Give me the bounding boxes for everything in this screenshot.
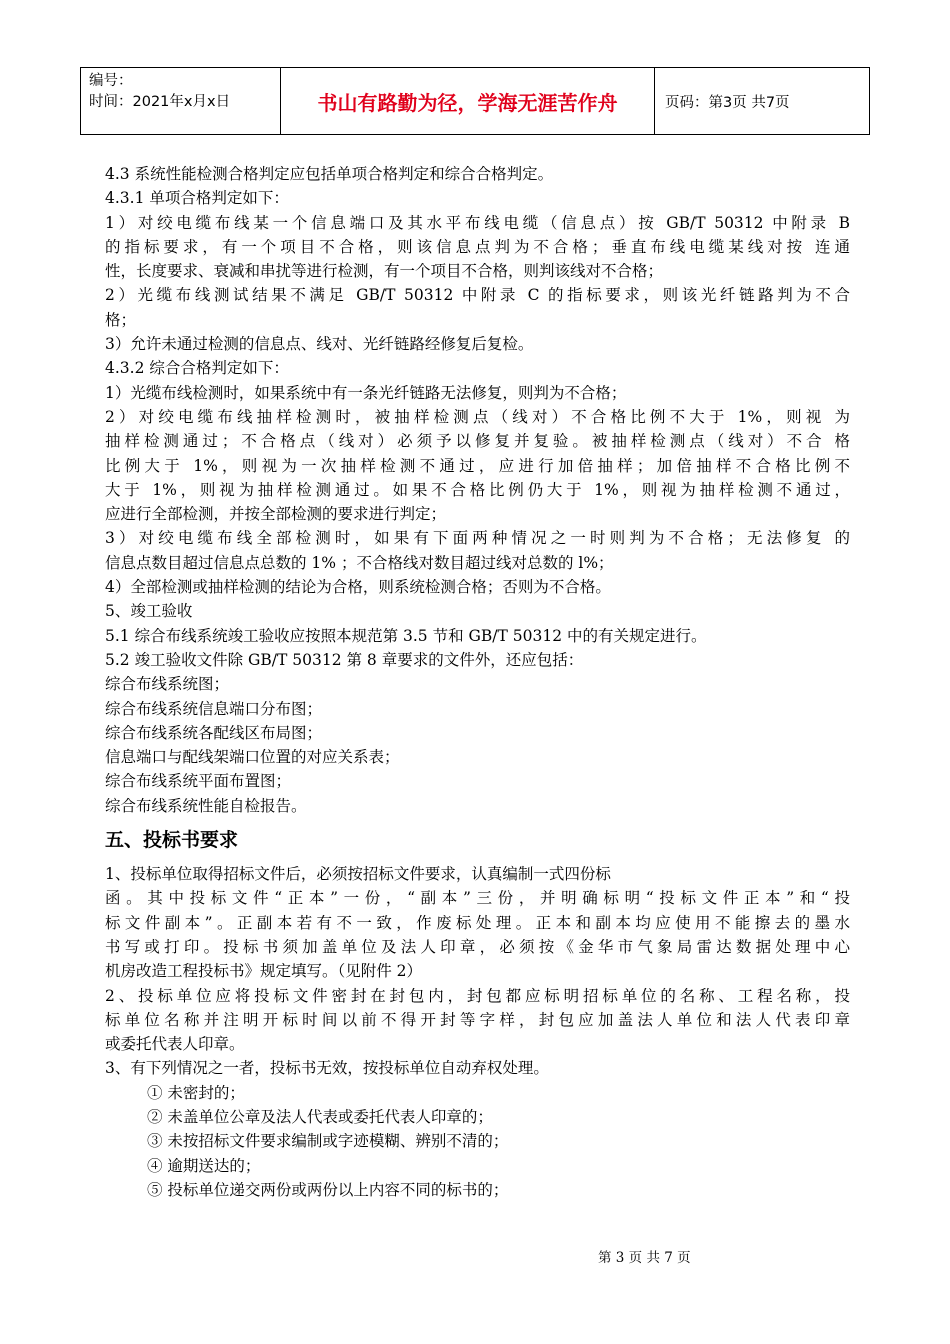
text-line: ③ 未按招标文件要求编制或字迹模糊、辨别不清的； [147, 1132, 509, 1151]
header-motto: 书山有路勤为径，学海无涯苦作舟 [281, 68, 655, 134]
document-date-label: 时间：2021年x月x日 [89, 94, 231, 110]
text-line: 4）全部检测或抽样检测的结论为合格，则系统检测合格；否则为不合格。 [105, 578, 611, 597]
text-line: 标文件副本”。正副本若有不一致，作废标处理。正本和副本均应使用不能擦去的墨水 [105, 913, 850, 932]
text-line: 或委托代表人印章。 [105, 1035, 245, 1054]
text-line: 比例大于 1%，则视为一次抽样检测不通过，应进行加倍抽样；加倍抽样不合格比例不 [105, 456, 850, 475]
text-line: 书写或打印。投标书须加盖单位及法人印章，必须按《金华市气象局雷达数据处理中心 [105, 937, 850, 956]
text-line: 5.1 综合布线系统竣工验收应按照本规范第 3.5 节和 GB/T 50312 中的有关规定进行。 [105, 626, 707, 645]
text-line: 的指标要求，有一个项目不合格，则该信息点判为不合格；垂直布线电缆某线对按 连通 [105, 237, 850, 256]
text-line: 信息端口与配线架端口位置的对应关系表； [105, 748, 400, 767]
text-line: ⑤ 投标单位递交两份或两份以上内容不同的标书的； [147, 1180, 509, 1199]
section-heading: 五、投标书要求 [105, 829, 239, 852]
text-line: 函。其中投标文件“正本”一份，“副本”三份，并明确标明“投标文件正本”和“投 [105, 889, 850, 908]
page-header-table [80, 67, 870, 135]
text-line: 2）光缆布线测试结果不满足 GB/T 50312 中附录 C 的指标要求，则该光纤链路判为不合 [105, 286, 850, 305]
text-line: 4.3 系统性能检测合格判定应包括单项合格判定和综合合格判定。 [105, 165, 554, 183]
document-number-label: 编号： [89, 73, 133, 89]
document-body [105, 162, 850, 1202]
section-5-text [105, 862, 850, 1202]
text-line: 4.3.2 综合合格判定如下： [105, 359, 289, 378]
text-line: 4.3.1 单项合格判定如下： [105, 189, 289, 208]
text-line: 综合布线系统平面布置图； [105, 772, 292, 791]
header-info-cell [81, 68, 281, 134]
text-line: 机房改造工程投标书》规定填写。（见附件 2） [105, 962, 423, 981]
text-line: 综合布线系统信息端口分布图； [105, 699, 323, 718]
text-line: ② 未盖单位公章及法人代表或委托代表人印章的； [147, 1107, 493, 1126]
text-line: 信息点数目超过信息点总数的 1% ；不合格线对数目超过线对总数的 l%； [105, 553, 614, 572]
text-line: 抽样检测通过；不合格点（线对）必须予以修复并复验。被抽样检测点（线对）不合 格 [105, 432, 850, 451]
text-line: ④ 逾期送达的； [147, 1156, 261, 1175]
text-line: 5.2 竣工验收文件除 GB/T 50312 第 8 章要求的文件外，还应包括： [105, 650, 584, 669]
text-line: 综合布线系统性能自检报告。 [105, 796, 307, 815]
text-line: 综合布线系统各配线区布局图； [105, 723, 323, 742]
text-line: ① 未密封的； [147, 1083, 245, 1102]
text-line: 3）对绞电缆布线全部检测时，如果有下面两种情况之一时则判为不合格；无法修复 的 [105, 529, 850, 548]
text-line: 标单位名称并注明开标时间以前不得开封等字样，封包应加盖法人单位和法人代表印章 [105, 1010, 850, 1029]
text-line: 大于 1%，则视为抽样检测通过。如果不合格比例仍大于 1%，则视为抽样检测不通过， [105, 480, 850, 499]
text-line: 1、投标单位取得招标文件后，必须按招标文件要求，认真编制一式四份标 [105, 865, 611, 884]
text-line: 2、投标单位应将投标文件密封在封包内，封包都应标明招标单位的名称、工程名称，投 [105, 986, 850, 1005]
text-line: 综合布线系统图； [105, 675, 230, 694]
page-footer: 第 3 页 共 7 页 [598, 1250, 691, 1266]
text-line: 5、竣工验收 [105, 602, 193, 621]
text-line: 2）对绞电缆布线抽样检测时，被抽样检测点（线对）不合格比例不大于 1%，则视 为 [105, 407, 850, 426]
text-line: 性，长度要求、衰减和串扰等进行检测，有一个项目不合格，则判该线对不合格； [105, 262, 664, 281]
text-line: 格； [105, 310, 137, 329]
text-line: 应进行全部检测，并按全部检测的要求进行判定； [105, 505, 447, 524]
header-page-number: 页码：第3页 共7页 [665, 94, 790, 111]
section-4-text [105, 162, 850, 818]
text-line: 1）光缆布线检测时，如果系统中有一条光纤链路无法修复，则判为不合格； [105, 383, 627, 402]
text-line: 3、有下列情况之一者，投标书无效，按投标单位自动弃权处理。 [105, 1059, 549, 1078]
text-line: 3）允许未通过检测的信息点、线对、光纤链路经修复后复检。 [105, 335, 534, 354]
text-line: 1）对绞电缆布线某一个信息端口及其水平布线电缆（信息点）按 GB/T 50312 中附录 B [105, 213, 850, 232]
